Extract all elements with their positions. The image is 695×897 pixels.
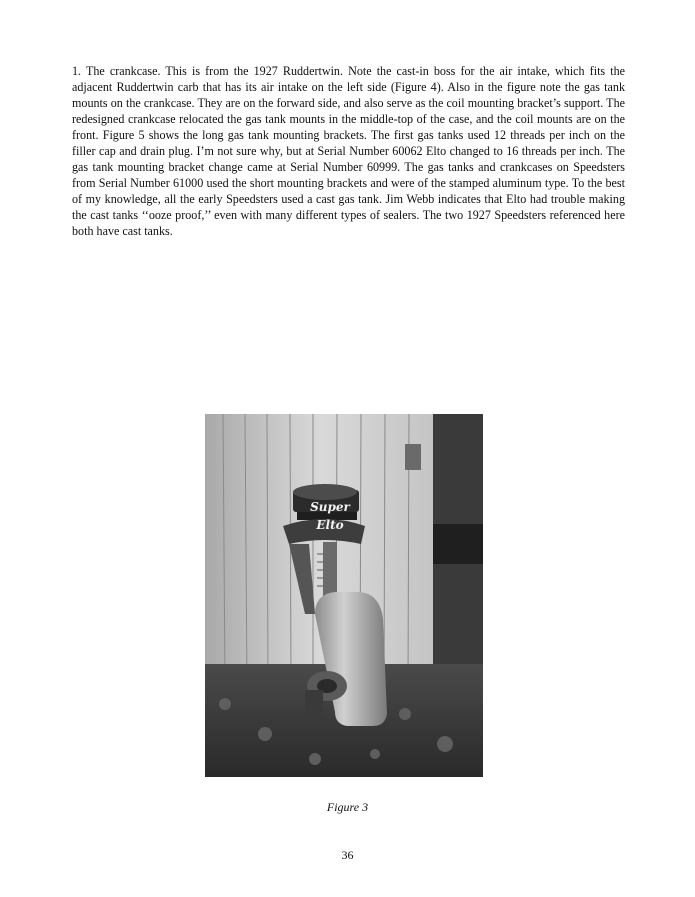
page-number: 36 <box>341 848 354 862</box>
figure-caption: Figure 3 <box>326 800 369 814</box>
super-elto-logo <box>299 498 361 532</box>
body-paragraph: 1. The crankcase. This is from the 1927 Ruddertwin. Note the cast-in boss for the air intake, which fits the adjacent Ruddertwin carb that has its air intake on the left side (Figure 4). Also in the figure note the gas tank mounts on the crankcase. They are on the forward side, and also serve as the coil mounting bracket’s support. The redesigned crankcase relocated the gas tank mounts in the middle-top of the case, and the coil mounts are on the front. Figure 5 shows the long gas tank mounting brackets. The first gas tanks used 12 threads per inch on the filler cap and drain plug. I’m not sure why, but at Serial Number 60062 Elto changed to 16 threads per inch. The gas tank mounting bracket change came at Serial Number 60999. The gas tanks and crankcases on Speedsters from Serial Number 61000 used the short mounting brackets and were of the stamped aluminum type. To the best of my knowledge, all the early Speedsters used a cast gas tank. Jim Webb indicates that Elto had trouble making the cast tanks ‘‘ooze proof,’’ even with many different types of sealers. The two 1927 Speedsters referenced here both have cast tanks. <box>72 64 625 238</box>
outboard-motor-photo-illustration <box>205 414 483 777</box>
figure-photo-outboard-motor <box>205 414 483 777</box>
logo-text: Super Elto <box>310 500 350 532</box>
